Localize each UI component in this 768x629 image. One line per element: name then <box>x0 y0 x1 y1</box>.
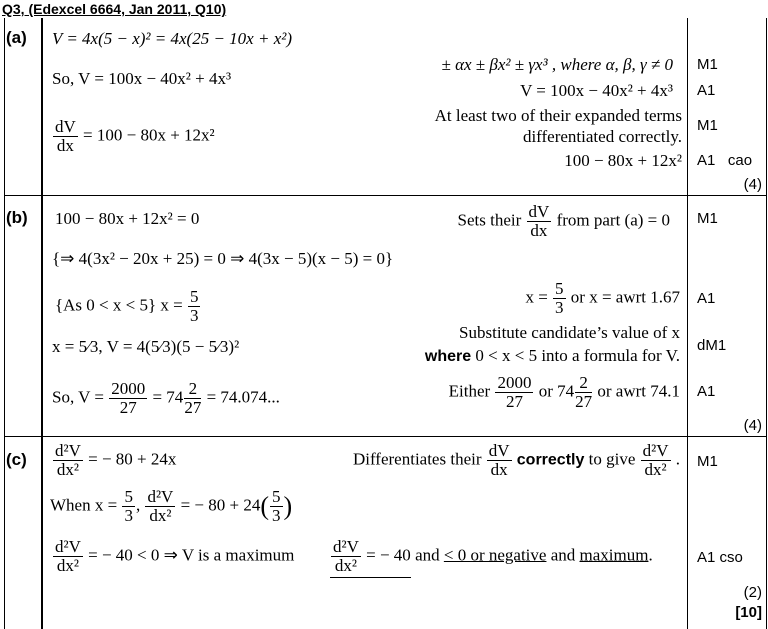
part-c-line3 <box>52 538 294 575</box>
part-c-note2-and2: and <box>550 545 576 565</box>
part-b-note1 <box>458 203 670 240</box>
part-b-note4-frac2: $\frac{2}{27}$ <box>575 373 593 411</box>
part-b-line3-pre: {As 0 < x < 5} x = <box>55 295 183 315</box>
part-b-note3b-rest: 0 < x < 5 into a formula for V. <box>475 346 680 365</box>
part-b-note4-pre: Either <box>448 381 491 401</box>
part-b-mark-3: dM1 <box>697 337 727 354</box>
part-b-line2: {⇒ 4(3x² − 20x + 25) = 0 ⇒ 4(3x − 5)(x − 5) = 0} <box>52 249 394 268</box>
part-b-line3 <box>55 288 201 325</box>
part-b-note1-dvdx: $\frac{dV}{dx}$ <box>528 202 550 240</box>
part-b-frac-2000-27: $\frac{2000}{27}$ <box>111 379 146 417</box>
part-b-note3a: Substitute candidate’s value of x <box>459 323 680 342</box>
label-divider <box>41 18 43 629</box>
part-b-note2-frac: $\frac{5}{3}$ <box>555 279 564 317</box>
left-border <box>4 18 5 629</box>
part-b-note2-post: or x = awrt 1.67 <box>570 287 680 307</box>
part-b-note1-pre: Sets their <box>457 210 522 230</box>
part-c-frac-5-3: $\frac{5}{3}$ <box>124 487 133 525</box>
part-c-d2v: $\frac{\text{d²V}}{\text{dx²}}$ <box>55 441 81 479</box>
part-c-note1-dvdx: $\frac{dV}{dx}$ <box>488 441 510 479</box>
part-b-note4-post: or awrt 74.1 <box>597 381 680 401</box>
part-c-line1 <box>52 442 176 479</box>
row-divider-ab <box>4 195 767 196</box>
part-c-line2: When x = $\frac{5}{3}$ , $\frac{\text{d²V}}{\text{dx²}}$ = − 80 + 24( $\frac{5}{3}$ ) <box>50 487 293 525</box>
part-a-mark-4: A1 cao <box>697 152 753 169</box>
part-b-line5 <box>52 380 280 417</box>
part-c-paren-frac: $\frac{5}{3}$ <box>272 487 281 525</box>
part-c-line2-rhs: = − 80 + 24 <box>180 495 261 515</box>
part-b-note2-pre: x = <box>525 287 548 307</box>
part-c-note1-correctly: correctly <box>516 451 585 469</box>
part-c-note1-post: to give <box>588 449 636 469</box>
part-a-line2: So, V = 100x − 40x² + 4x³ <box>52 69 232 88</box>
part-a-label: (a) <box>6 28 27 47</box>
part-b-note1-post: from part (a) = 0 <box>556 210 670 230</box>
part-a-mark-1: M1 <box>697 56 718 73</box>
part-c-note1-d2v: $\frac{\text{d²V}}{\text{dx²}}$ <box>642 441 669 479</box>
part-c-line2-d2v: $\frac{\text{d²V}}{\text{dx²}}$ <box>147 487 174 525</box>
part-a-line3-rhs: = 100 − 80x + 12x² <box>83 125 215 145</box>
question-title: Q3, (Edexcel 6664, Jan 2011, Q10) <box>2 1 227 17</box>
part-b-note2 <box>525 280 680 317</box>
part-b-note4-frac1: $\frac{2000}{27}$ <box>497 373 532 411</box>
part-b-line5-pre: So, V = <box>52 387 104 407</box>
part-b-mark-1: M1 <box>697 210 718 227</box>
part-c-mark-1: M1 <box>697 453 718 470</box>
part-a-mark-2: A1 <box>697 82 716 99</box>
marks-divider <box>687 18 688 629</box>
part-c-note1-pre: Differentiates their <box>352 449 482 469</box>
part-c-mark-2: A1 cso <box>697 549 743 566</box>
part-b-frac-2-27: $\frac{2}{27}$ <box>184 379 202 417</box>
part-b-note3b <box>425 347 680 365</box>
part-a-note2: V = 100x − 40x² + 4x³ <box>520 81 673 100</box>
part-c-note2: $\frac{\text{d²V}}{\text{dx²}}$ = − 40 and < 0 or negative and maximum. <box>330 538 653 578</box>
part-a-note3a: At least two of their expanded terms <box>434 106 682 125</box>
part-a-note3b: differentiated correctly. <box>522 127 682 146</box>
part-c-line2-pre: When x = <box>50 495 118 515</box>
part-a-note4: 100 − 80x + 12x² <box>564 151 682 170</box>
part-b-mark-2: A1 <box>697 290 716 307</box>
part-c-line3-d2v: $\frac{\text{d²V}}{\text{dx²}}$ <box>55 537 81 575</box>
part-c-note1: Differentiates their $\frac{dV}{dx}$ correctly to give $\frac{\text{d²V}}{\text{dx²}}$ . <box>352 441 680 479</box>
part-b-line5-mid: = 74 <box>152 387 184 407</box>
part-a-line3 <box>52 118 215 155</box>
part-c-note2-negative: < 0 or negative <box>443 545 547 565</box>
part-a-mark-3: M1 <box>697 117 718 134</box>
grand-total: [10] <box>735 604 762 621</box>
part-a-total: (4) <box>743 176 762 193</box>
right-border <box>766 18 767 629</box>
part-a-line1: V = 4x(5 − x)² = 4x(25 − 10x + x²) <box>52 29 293 48</box>
row-divider-bc <box>4 436 767 437</box>
part-c-note2-d2v: $\frac{\text{d²V}}{\text{dx²}}$ <box>333 537 359 575</box>
part-c-label: (c) <box>6 450 27 469</box>
part-b-line5-post: = 74.074... <box>206 387 280 407</box>
part-a-note1: ± αx ± βx² ± γx³ , where α, β, γ ≠ 0 <box>441 55 673 74</box>
part-b-mark-4: A1 <box>697 383 716 400</box>
part-c-note2-eq: $\frac{\text{d²V}}{\text{dx²}}$ = − 40 <box>330 538 411 578</box>
part-c-note2-and1: and <box>415 545 440 565</box>
part-b-label: (b) <box>6 208 28 227</box>
part-a-dvdx: $\frac{dV}{dx}$ <box>55 117 76 155</box>
part-c-line1-rhs: = − 80 + 24x <box>88 449 177 469</box>
part-b-line4: x = 5⁄3, V = 4(5⁄3)(5 − 5⁄3)² <box>52 337 240 356</box>
part-c-line3-rhs: = − 40 < 0 ⇒ V is a maximum <box>88 545 295 565</box>
part-b-total: (4) <box>743 417 762 434</box>
part-c-note2-maximum: maximum <box>579 545 649 565</box>
part-b-note4 <box>449 374 680 411</box>
part-b-line1: 100 − 80x + 12x² = 0 <box>55 209 200 228</box>
part-b-note4-or: or 74 <box>538 381 575 401</box>
part-b-frac-5-3: $\frac{5}{3}$ <box>189 287 199 325</box>
part-c-total: (2) <box>743 584 762 601</box>
part-b-note3b-where: where <box>424 348 472 365</box>
